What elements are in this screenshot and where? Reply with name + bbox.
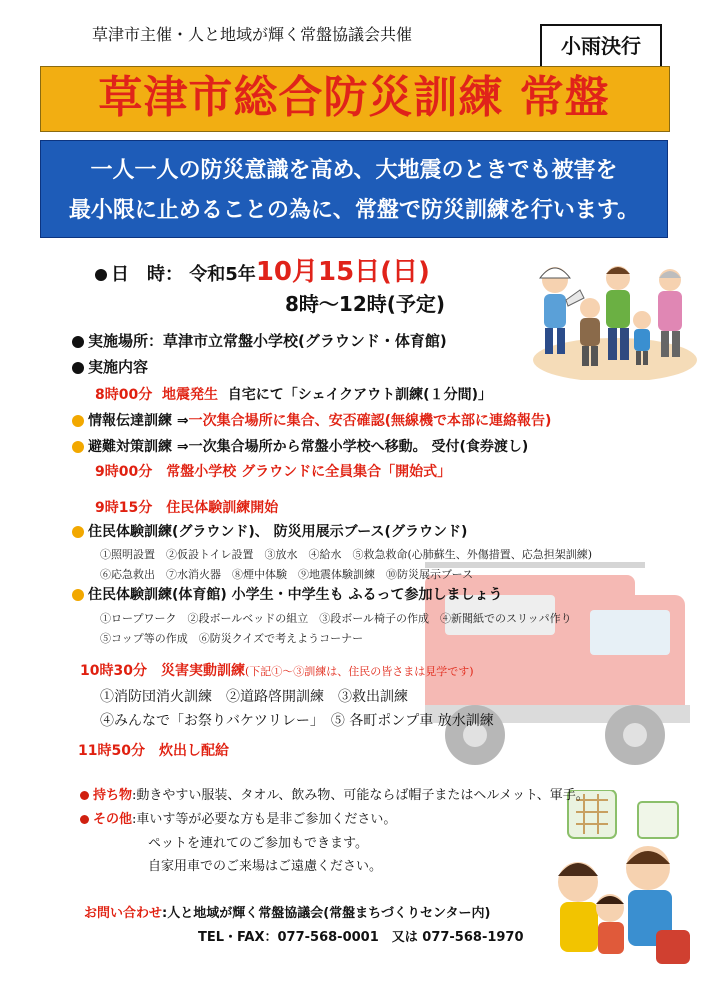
gym-items-2: ⑤コップ等の作成 ⑥防災クイズで考えようコーナー bbox=[100, 632, 364, 645]
page-title: 草津市総合防災訓練 常盤 bbox=[98, 72, 610, 123]
gym-items-1: ①ロープワーク ②段ボールベッドの組立 ③段ボール椅子の作成 ④新聞紙でのスリッパ作り bbox=[100, 612, 572, 625]
ground-training-title bbox=[72, 521, 467, 541]
program-row-earthquake bbox=[95, 384, 492, 404]
program-row-info bbox=[72, 410, 551, 430]
others-label: その他 bbox=[93, 812, 133, 827]
children-illustration bbox=[548, 790, 698, 970]
gym-training-label: 住民体験訓練(体育館) 小学生・中学生も ふるって参加しましょう bbox=[88, 587, 503, 603]
bullet-dot bbox=[80, 815, 89, 824]
content-label: 実施内容 bbox=[88, 358, 149, 376]
content-heading bbox=[72, 356, 148, 377]
bullet-dot bbox=[72, 362, 84, 374]
others-row bbox=[80, 808, 396, 827]
belongings-row bbox=[80, 784, 589, 803]
mission-banner bbox=[40, 140, 668, 238]
bullet-dot bbox=[80, 791, 89, 800]
program-row-opening: 9時00分 常盤小学校 グラウンドに全員集合「開始式」 bbox=[95, 464, 452, 480]
date-era: 令和5年 bbox=[189, 264, 256, 285]
sponsor-line: 草津市主催・人と地域が輝く常盤協議会共催 bbox=[92, 25, 413, 44]
event-time: 8時～12時(予定) bbox=[285, 292, 446, 316]
disaster-items-1: ①消防団消火訓練 ②道路啓開訓練 ③救出訓練 bbox=[100, 689, 408, 705]
program-row-experience: 9時15分 住民体験訓練開始 bbox=[95, 500, 279, 516]
program-desc: 自宅にて「シェイクアウト訓練(１分間)」 bbox=[227, 387, 492, 403]
bullet-dot bbox=[95, 269, 107, 281]
ground-items-1: ①照明設置 ②仮設トイレ設置 ③放水 ④給水 ⑤救急救命(心肺蘇生、外傷措置、応急担架訓練) bbox=[100, 548, 593, 561]
contact-row bbox=[84, 902, 490, 921]
program-row-disaster bbox=[80, 660, 474, 680]
others-line-1: :車いす等が必要な方も是非ご参加ください。 bbox=[132, 812, 397, 827]
event-date bbox=[95, 251, 430, 288]
others-line-3: 自家用車でのご来場はご遠慮ください。 bbox=[148, 859, 383, 874]
program-info-label: 情報伝達訓練 ⇒ bbox=[88, 413, 189, 429]
program-title: 地震発生 bbox=[161, 387, 218, 403]
disaster-title: 10時30分 災害実動訓練 bbox=[80, 663, 245, 679]
bullet-dot bbox=[72, 441, 84, 453]
bullet-dot bbox=[72, 589, 84, 601]
contact-org: :人と地域が輝く常盤協議会(常盤まちづくりセンター内) bbox=[162, 906, 491, 921]
belongings-text: :動きやすい服装、タオル、飲み物、可能ならば帽子またはヘルメット、軍手。 bbox=[132, 788, 589, 803]
venue-value: 草津市立常盤小学校(グラウンド・体育館) bbox=[163, 332, 447, 350]
program-time: 8時00分 bbox=[95, 387, 153, 403]
program-evac: 避難対策訓練 ⇒一次集合場所から常盤小学校へ移動。 受付(食券渡し) bbox=[88, 439, 529, 455]
family-illustration bbox=[530, 250, 700, 380]
disaster-items-2: ④みんなで「お祭りバケツリレー」 ⑤ 各町ポンプ車 放水訓練 bbox=[100, 713, 494, 729]
bullet-dot bbox=[72, 415, 84, 427]
date-label: 日 時： bbox=[111, 264, 183, 285]
gym-training-title bbox=[72, 584, 503, 604]
bullet-dot bbox=[72, 526, 84, 538]
program-info-desc: 一次集合場所に集合、安否確認(無線機で本部に連絡報告) bbox=[188, 413, 552, 429]
bullet-dot bbox=[72, 336, 84, 348]
ground-items-2: ⑥応急救出 ⑦水消火器 ⑧煙中体験 ⑨地震体験訓練 ⑩防災展示ブース bbox=[100, 568, 474, 581]
venue-label: 実施場所： bbox=[88, 332, 164, 350]
mission-line-1: 一人一人の防災意識を高め、大地震のときでも被害を bbox=[90, 158, 618, 183]
belongings-label: 持ち物 bbox=[93, 788, 133, 803]
others-line-2: ペットを連れてのご参加もできます。 bbox=[148, 836, 368, 851]
contact-label: お問い合わせ bbox=[84, 906, 163, 921]
rain-note-badge: 小雨決行 bbox=[540, 24, 662, 68]
program-row-meal: 11時50分 炊出し配給 bbox=[78, 743, 229, 759]
date-value: 10月15日(日) bbox=[255, 257, 430, 287]
program-row-evac bbox=[72, 436, 528, 456]
venue-row bbox=[72, 330, 447, 351]
contact-phone: TEL・FAX：077-568-0001 又は 077-568-1970 bbox=[198, 930, 524, 945]
ground-training-label: 住民体験訓練(グラウンド)、 防災用展示ブース(グラウンド) bbox=[88, 524, 468, 540]
mission-line-2: 最小限に止めることの為に、常盤で防災訓練を行います。 bbox=[68, 198, 640, 223]
disaster-note: (下記①～③訓練は、住民の皆さまは見学です) bbox=[244, 665, 474, 678]
